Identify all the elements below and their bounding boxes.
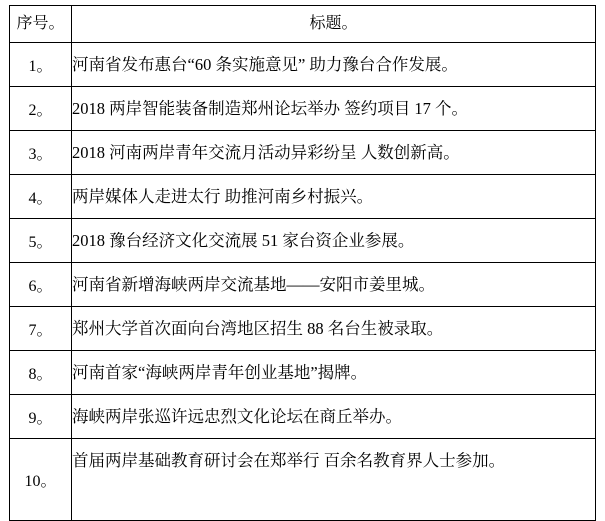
column-header-index: 序号。 [10, 6, 72, 43]
row-index: 2。 [10, 87, 72, 131]
row-title [72, 307, 596, 351]
row-title [72, 351, 596, 395]
row-title [72, 43, 596, 87]
table-row [10, 351, 596, 395]
row-index: 8。 [10, 351, 72, 395]
row-title-text: 2018 两岸智能装备制造郑州论坛举办 签约项目 17 个。 [72, 99, 468, 118]
table-row [10, 87, 596, 131]
row-title [72, 395, 596, 439]
row-title-text: 2018 河南两岸青年交流月活动异彩纷呈 人数创新高。 [72, 143, 460, 162]
row-title [72, 131, 596, 175]
row-index: 9。 [10, 395, 72, 439]
row-title-text: 河南首家“海峡两岸青年创业基地”揭牌。 [72, 363, 368, 382]
row-index: 3。 [10, 131, 72, 175]
row-index: 1。 [10, 43, 72, 87]
row-title-text: 两岸媒体人走进太行 助推河南乡村振兴。 [72, 187, 374, 206]
row-index: 10。 [10, 439, 72, 521]
row-title-text: 2018 豫台经济文化交流展 51 家台资企业参展。 [72, 231, 415, 250]
row-index: 4。 [10, 175, 72, 219]
row-title [72, 87, 596, 131]
column-header-title: 标题。 [72, 6, 596, 43]
table-row [10, 175, 596, 219]
table-row [10, 131, 596, 175]
table-row [10, 439, 596, 521]
row-title-text: 河南省新增海峡两岸交流基地——安阳市姜里城。 [72, 275, 435, 294]
row-title-text: 郑州大学首次面向台湾地区招生 88 名台生被录取。 [72, 319, 444, 338]
table-header-row [10, 6, 596, 43]
table-row [10, 307, 596, 351]
row-title [72, 439, 596, 521]
table-row [10, 43, 596, 87]
row-title-text: 首届两岸基础教育研讨会在郑举行 百余名教育界人士参加。 [72, 451, 506, 470]
row-title [72, 175, 596, 219]
row-index: 7。 [10, 307, 72, 351]
row-title [72, 219, 596, 263]
row-title [72, 263, 596, 307]
row-index: 6。 [10, 263, 72, 307]
row-title-text: 河南省发布惠台“60 条实施意见” 助力豫台合作发展。 [72, 55, 458, 74]
document-page [0, 5, 605, 518]
row-title-text: 海峡两岸张巡许远忠烈文化论坛在商丘举办。 [72, 407, 402, 426]
table-row [10, 263, 596, 307]
table-row [10, 219, 596, 263]
row-index: 5。 [10, 219, 72, 263]
table-row [10, 395, 596, 439]
news-titles-table [9, 5, 596, 521]
